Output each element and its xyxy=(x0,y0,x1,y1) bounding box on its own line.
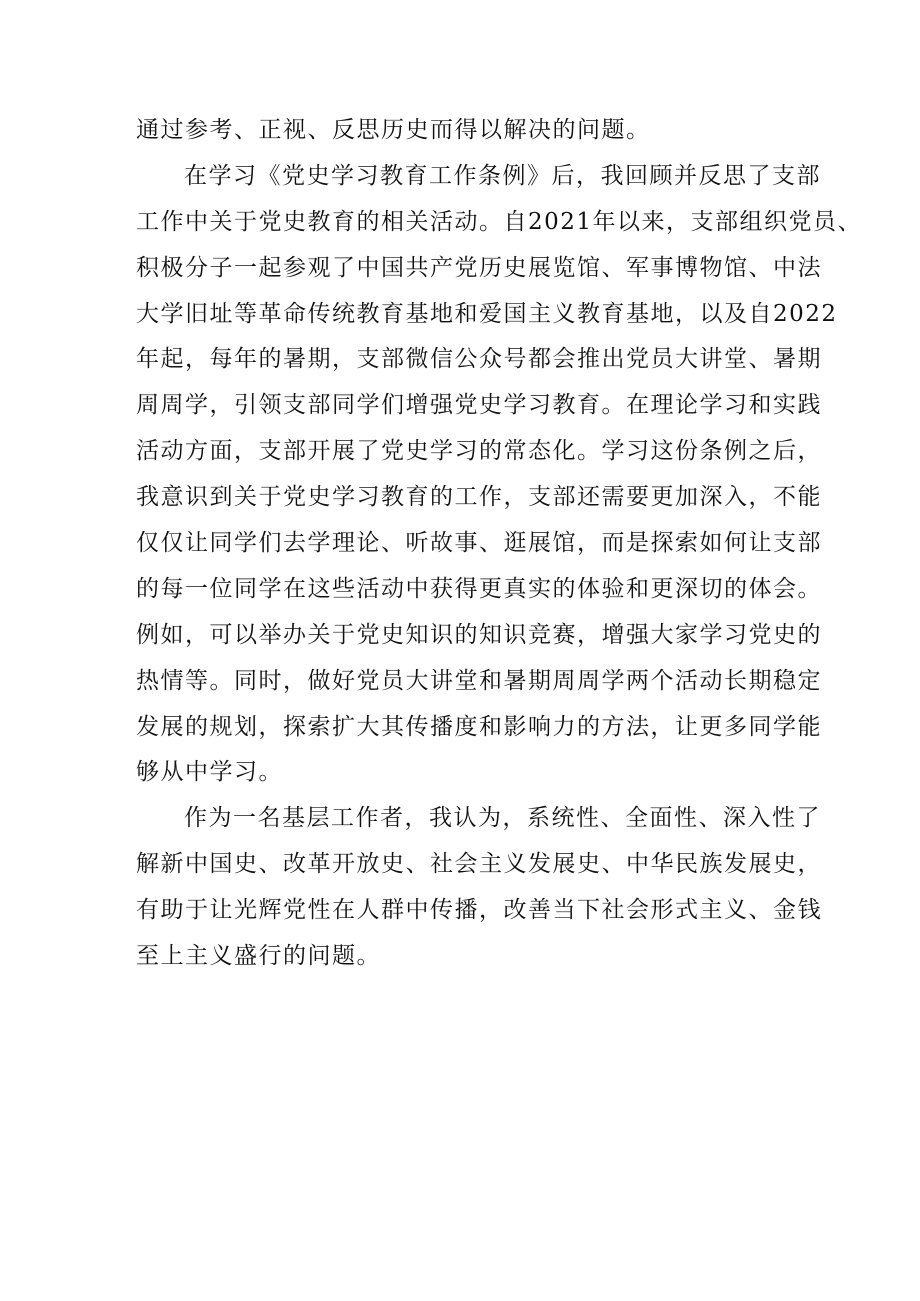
text-line-17: 解新中国史、改革开放史、社会主义发展史、中华民族发展史， xyxy=(136,851,822,878)
text-line-6: 年起，每年的暑期，支部微信公众号都会推出党员大讲堂、暑期 xyxy=(136,346,822,373)
text-line-3: 工作中关于党史教育的相关活动。自2021年以来，支部组织党员、 xyxy=(136,208,863,235)
text-line-14: 发展的规划，探索扩大其传播度和影响力的方法，让更多同学能 xyxy=(136,713,822,740)
text-line-13: 热情等。同时，做好党员大讲堂和暑期周周学两个活动长期稳定 xyxy=(136,667,822,694)
text-line-11: 的每一位同学在这些活动中获得更真实的体验和更深切的体会。 xyxy=(136,575,822,602)
text-line-18: 有助于让光辉党性在人群中传播，改善当下社会形式主义、金钱 xyxy=(136,897,822,924)
text-line-4: 积极分子一起参观了中国共产党历史展览馆、军事博物馆、中法 xyxy=(136,254,822,281)
text-line-9: 我意识到关于党史学习教育的工作，支部还需要更加深入，不能 xyxy=(136,484,822,511)
text-line-7: 周周学，引领支部同学们增强党史学习教育。在理论学习和实践 xyxy=(136,392,822,419)
text-line-2: 在学习《党史学习教育工作条例》后，我回顾并反思了支部 xyxy=(184,162,821,189)
text-line-19: 至上主义盛行的问题。 xyxy=(136,943,381,970)
document-body xyxy=(136,108,863,980)
text-line-15: 够从中学习。 xyxy=(136,759,283,786)
text-line-8: 活动方面，支部开展了党史学习的常态化。学习这份条例之后， xyxy=(136,438,822,465)
text-line-1: 通过参考、正视、反思历史而得以解决的问题。 xyxy=(136,117,651,143)
text-line-10: 仅仅让同学们去学理论、听故事、逛展馆，而是探索如何让支部 xyxy=(136,530,822,557)
text-line-12: 例如，可以举办关于党史知识的知识竞赛，增强大家学习党史的 xyxy=(136,621,822,648)
text-line-5: 大学旧址等革命传统教育基地和爱国主义教育基地，以及自2022 xyxy=(136,300,838,327)
text-line-16: 作为一名基层工作者，我认为，系统性、全面性、深入性了 xyxy=(184,805,821,832)
